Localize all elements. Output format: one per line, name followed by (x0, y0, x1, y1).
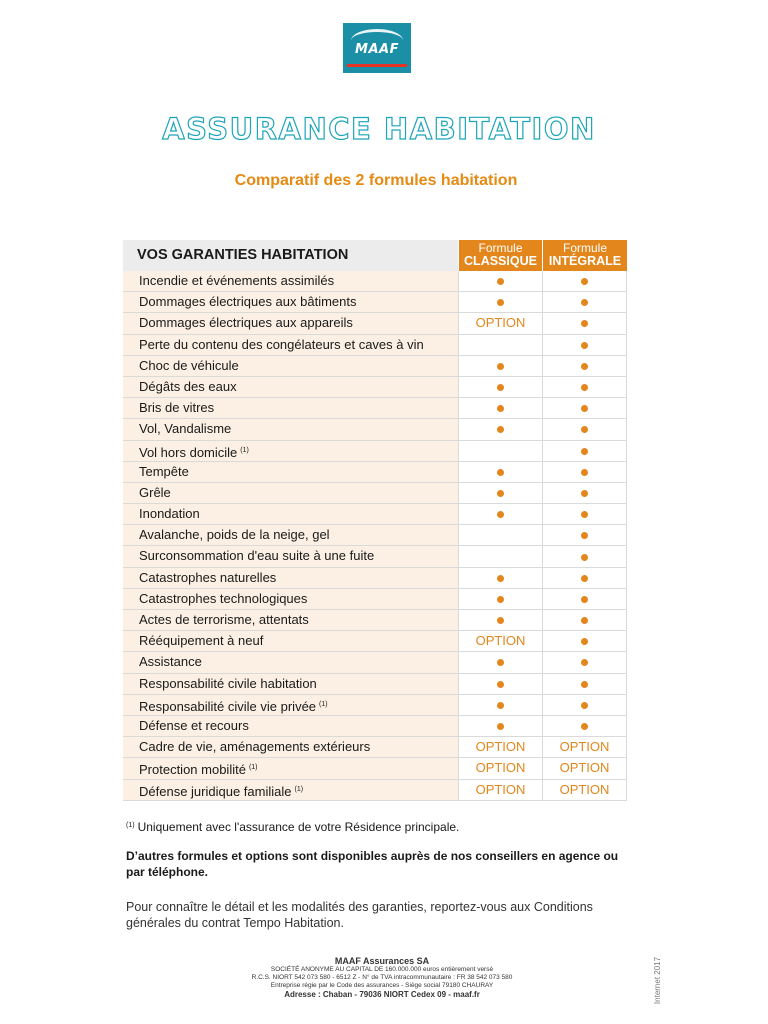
guarantee-label (123, 652, 458, 672)
option-text: OPTION (559, 739, 610, 755)
classique-cell (458, 674, 542, 694)
included-dot-icon (497, 659, 504, 666)
integrale-cell (542, 568, 627, 588)
classique-cell (458, 525, 542, 545)
footer-company: MAAF Assurances SA (334, 956, 430, 966)
guarantee-label-text: Avalanche, poids de la neige, gel (139, 527, 330, 543)
footnote-ref: (1) (319, 700, 328, 708)
integrale-cell (542, 674, 627, 694)
integrale-cell (542, 737, 627, 757)
table-header (123, 240, 627, 271)
guarantee-label (123, 504, 458, 524)
guarantee-label (123, 313, 458, 333)
integrale-cell (542, 525, 627, 545)
classique-cell (458, 504, 542, 524)
included-dot-icon (581, 554, 588, 561)
integrale-cell (542, 398, 627, 418)
page-title: ASSURANCE HABITATION (162, 112, 596, 146)
guarantee-label (123, 377, 458, 397)
integrale-cell (542, 335, 627, 355)
guarantee-label (123, 292, 458, 312)
classique-cell (458, 377, 542, 397)
guarantee-label-text: Dégâts des eaux (139, 378, 237, 394)
guarantee-label-text: Actes de terrorisme, attentats (139, 612, 309, 627)
option-text: OPTION (475, 315, 526, 331)
included-dot-icon (497, 384, 504, 391)
table-row (123, 674, 627, 695)
header-classique (459, 240, 542, 271)
included-dot-icon (581, 342, 588, 349)
header-classique-line1: Formule (478, 241, 523, 255)
option-text: OPTION (475, 739, 526, 755)
table-row (123, 695, 627, 716)
included-dot-icon (497, 278, 504, 285)
classique-cell (458, 631, 542, 651)
guarantee-label (123, 758, 458, 778)
included-dot-icon (581, 448, 588, 455)
guarantee-label-text: Protection mobilité (139, 762, 246, 778)
guarantee-label (123, 589, 458, 609)
integrale-cell (542, 589, 627, 609)
guarantee-label-text: Assistance (139, 654, 202, 670)
guarantee-label (123, 271, 458, 291)
guarantee-label (123, 483, 458, 503)
included-dot-icon (581, 532, 588, 539)
classique-cell (458, 271, 542, 291)
footer-line1: SOCIÉTÉ ANONYME AU CAPITAL DE 160.000.000 euros entièrement versé (270, 966, 494, 973)
classique-cell (458, 313, 542, 333)
integrale-cell (542, 504, 627, 524)
included-dot-icon (581, 384, 588, 391)
classique-cell (458, 780, 542, 800)
classique-cell (458, 610, 542, 630)
integrale-cell (542, 483, 627, 503)
included-dot-icon (581, 320, 588, 327)
included-dot-icon (497, 596, 504, 603)
header-classique-line2: CLASSIQUE (464, 254, 537, 268)
table-row (123, 737, 627, 758)
guarantee-label (123, 610, 458, 630)
footer (0, 956, 764, 1000)
table-row (123, 716, 627, 737)
included-dot-icon (581, 702, 588, 709)
option-text: OPTION (475, 781, 526, 797)
guarantee-label-text: Vol, Vandalisme (139, 421, 232, 437)
maaf-logo (343, 23, 411, 73)
included-dot-icon (497, 702, 504, 709)
integrale-cell (542, 356, 627, 376)
included-dot-icon (497, 469, 504, 476)
table-row (123, 589, 627, 610)
table-row (123, 546, 627, 567)
integrale-cell (542, 695, 627, 715)
classique-cell (458, 335, 542, 355)
included-dot-icon (497, 681, 504, 688)
guarantee-label-text: Bris de vitres (139, 400, 215, 416)
guarantee-label-text: Perte du contenu des congélateurs et caves à vin (139, 336, 424, 352)
classique-cell (458, 652, 542, 672)
guarantee-label (123, 780, 458, 800)
guarantee-label (123, 441, 458, 461)
included-dot-icon (581, 278, 588, 285)
guarantee-label (123, 335, 458, 355)
guarantee-label (123, 546, 458, 566)
integrale-cell (542, 419, 627, 439)
classique-cell (458, 546, 542, 566)
included-dot-icon (581, 681, 588, 688)
guarantee-label-text: Cadre de vie, aménagements extérieurs (139, 739, 371, 755)
guarantee-label-text: Catastrophes technologiques (139, 590, 308, 606)
guarantee-label-text: Dommages électriques aux appareils (139, 315, 353, 331)
table-row (123, 504, 627, 525)
included-dot-icon (581, 596, 588, 603)
included-dot-icon (581, 299, 588, 306)
included-dot-icon (581, 490, 588, 497)
table-body (123, 271, 627, 801)
table-row (123, 271, 627, 292)
table-row (123, 758, 627, 779)
included-dot-icon (497, 299, 504, 306)
header-integrale (543, 240, 627, 271)
guarantee-label (123, 568, 458, 588)
header-integrale-line2: INTÉGRALE (548, 254, 622, 268)
guarantee-label-text: Défense et recours (139, 717, 249, 733)
table-row (123, 377, 627, 398)
table-row (123, 356, 627, 377)
integrale-cell (542, 441, 627, 461)
guarantee-label (123, 462, 458, 482)
guarantee-label (123, 631, 458, 651)
included-dot-icon (497, 405, 504, 412)
table-row (123, 335, 627, 356)
header-integrale-line1: Formule (562, 241, 607, 255)
side-note-text: Internet 2017 (653, 956, 663, 1005)
integrale-cell (542, 716, 627, 736)
guarantee-label-text: Incendie et événements assimilés (139, 273, 335, 288)
footnote-ref: (1) (294, 785, 304, 793)
integrale-cell (542, 758, 627, 778)
included-dot-icon (497, 723, 504, 730)
table-row (123, 441, 627, 462)
header-label: VOS GARANTIES HABITATION (123, 240, 458, 271)
footer-line3: Entreprise régie par le Code des assurances - Siège social 79180 CHAURAY (270, 982, 494, 989)
guarantee-label-text: Surconsommation d'eau suite à une fuite (139, 548, 375, 564)
classique-cell (458, 441, 542, 461)
table-row (123, 398, 627, 419)
integrale-cell (542, 610, 627, 630)
table-row (123, 313, 627, 334)
option-text: OPTION (475, 633, 526, 649)
classique-cell (458, 356, 542, 376)
included-dot-icon (581, 723, 588, 730)
footnote-ref: (1) (248, 764, 258, 772)
guarantee-label (123, 398, 458, 418)
included-dot-icon (497, 575, 504, 582)
guarantee-label (123, 695, 458, 715)
table-row (123, 419, 627, 440)
side-note (654, 950, 714, 1010)
classique-cell (458, 483, 542, 503)
footnote-ref: (1) (240, 446, 249, 454)
integrale-cell (542, 652, 627, 672)
guarantee-label (123, 525, 458, 545)
guarantee-label-text: Choc de véhicule (139, 357, 239, 373)
option-text: OPTION (559, 760, 610, 776)
included-dot-icon (581, 617, 588, 624)
integrale-cell (542, 462, 627, 482)
guarantee-label-text: Responsabilité civile habitation (139, 675, 317, 691)
table-row (123, 568, 627, 589)
footnote-text: Uniquement avec l'assurance de votre Résidence principale. (137, 820, 460, 834)
classique-cell (458, 737, 542, 757)
included-dot-icon (581, 659, 588, 666)
guarantee-label-text: Inondation (139, 506, 200, 522)
included-dot-icon (497, 363, 504, 370)
included-dot-icon (497, 617, 504, 624)
table-row (123, 292, 627, 313)
table-row (123, 525, 627, 546)
guarantees-table (123, 240, 627, 801)
classique-cell (458, 716, 542, 736)
other-formulas-note: D’autres formules et options sont disponibles auprès de nos conseillers en agence ou par téléphone. (126, 849, 619, 879)
included-dot-icon (581, 426, 588, 433)
table-row (123, 780, 627, 801)
included-dot-icon (497, 490, 504, 497)
classique-cell (458, 568, 542, 588)
footnote-mark: (1) (126, 822, 135, 829)
guarantee-label-text: Tempête (139, 463, 189, 479)
logo-text: MAAF (355, 42, 399, 57)
included-dot-icon (581, 469, 588, 476)
classique-cell (458, 695, 542, 715)
classique-cell (458, 589, 542, 609)
guarantee-label (123, 356, 458, 376)
option-text: OPTION (559, 781, 610, 797)
footer-line2: R.C.S. NIORT 542 073 580 - 6512 Z - N° de TVA intracommunautaire : FR 38 542 073 580 (251, 974, 513, 981)
footer-address: Adresse : Chaban - 79036 NIORT Cedex 09 - maaf.fr (284, 990, 480, 999)
guarantee-label-text: Vol hors domicile (139, 444, 238, 460)
classique-cell (458, 462, 542, 482)
integrale-cell (542, 271, 627, 291)
integrale-cell (542, 546, 627, 566)
classique-cell (458, 419, 542, 439)
guarantee-label-text: Dommages électriques aux bâtiments (139, 294, 357, 310)
table-row (123, 483, 627, 504)
guarantee-label-text: Catastrophes naturelles (139, 569, 277, 585)
included-dot-icon (497, 426, 504, 433)
included-dot-icon (581, 405, 588, 412)
guarantee-label (123, 716, 458, 736)
logo-underline (347, 64, 407, 67)
classique-cell (458, 758, 542, 778)
classique-cell (458, 398, 542, 418)
guarantee-label-text: Rééquipement à neuf (139, 633, 264, 649)
details-note: Pour connaître le détail et les modalités des garanties, reportez-vous aux Conditions générales du contrat Tempo Habitation. (126, 900, 593, 930)
integrale-cell (542, 780, 627, 800)
table-row (123, 462, 627, 483)
included-dot-icon (581, 363, 588, 370)
integrale-cell (542, 631, 627, 651)
included-dot-icon (581, 575, 588, 582)
table-row (123, 652, 627, 673)
included-dot-icon (581, 638, 588, 645)
page-subtitle: Comparatif des 2 formules habitation (234, 172, 518, 189)
classique-cell (458, 292, 542, 312)
included-dot-icon (497, 511, 504, 518)
footnote (126, 820, 459, 834)
integrale-cell (542, 292, 627, 312)
table-row (123, 631, 627, 652)
guarantee-label-text: Grêle (139, 484, 171, 500)
integrale-cell (542, 377, 627, 397)
guarantee-label (123, 419, 458, 439)
guarantee-label (123, 674, 458, 694)
integrale-cell (542, 313, 627, 333)
guarantee-label (123, 737, 458, 757)
option-text: OPTION (475, 760, 526, 776)
guarantee-label-text: Responsabilité civile vie privée (139, 698, 317, 714)
guarantee-label-text: Défense juridique familiale (139, 783, 292, 799)
included-dot-icon (581, 511, 588, 518)
table-row (123, 610, 627, 631)
